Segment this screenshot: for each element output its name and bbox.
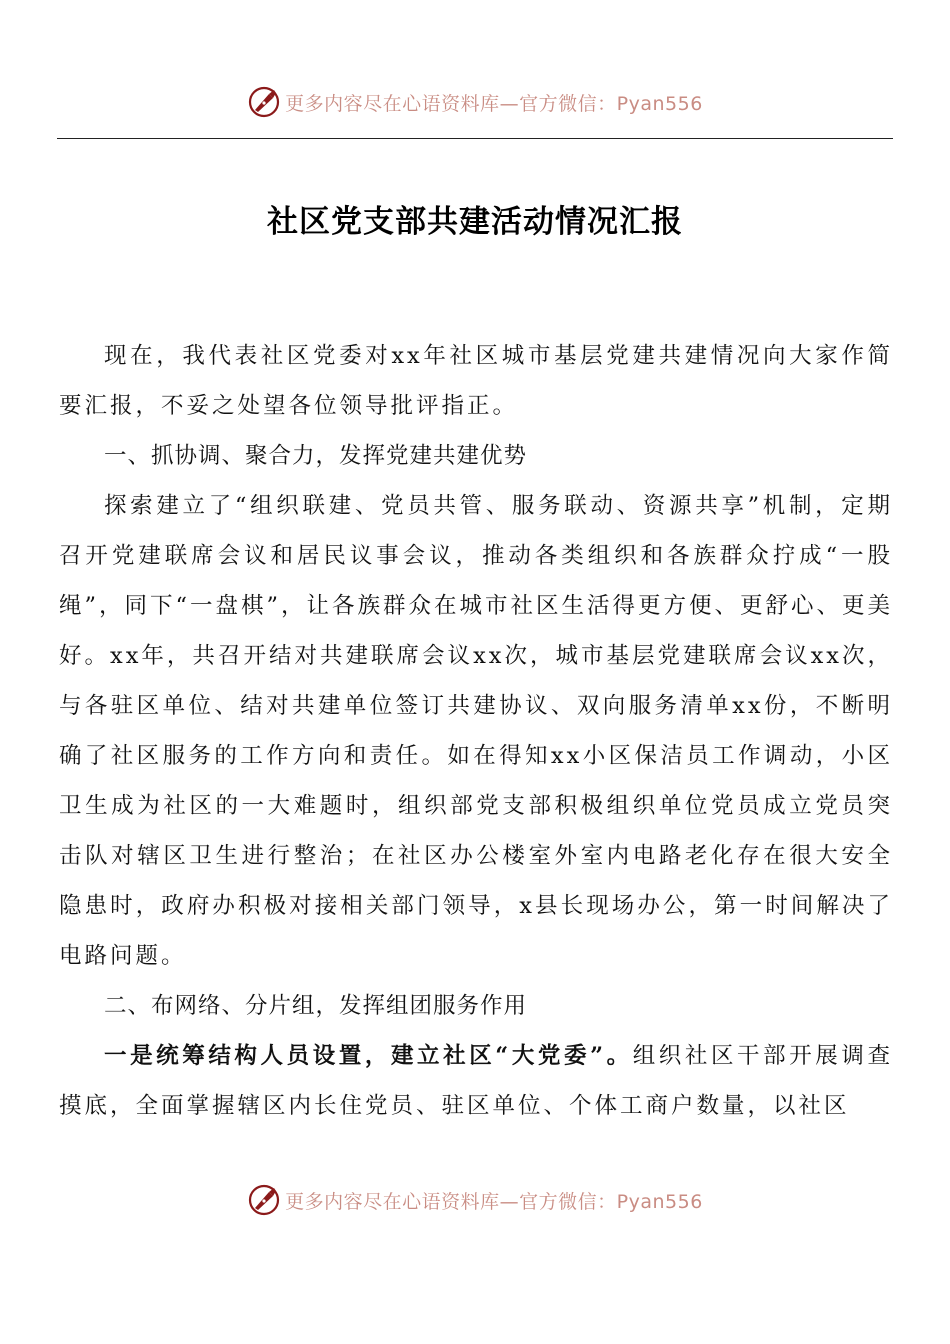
section-heading-1: 一、抓协调、聚合力，发挥党建共建优势 — [104, 443, 528, 469]
header-rule — [57, 138, 893, 139]
watermark-banner-bottom — [0, 1180, 950, 1220]
pen-nib-circle-logo — [247, 85, 281, 119]
paragraph-section-1: 探索建立了“组织联建、党员共管、服务联动、资源共享”机制，定期召开党建联席会议和居民议事会议，推动各类组织和各族群众拧成“一股绳”，同下“一盘棋”，让各族群众在城市社区生活得更方便、更舒心、更美好。xx年，共召开结对共建联席会议xx次，城市基层党建联席会议xx次，与各驻区单位、结对共建单位签订共建协议、双向服务清单xx份，不断明确了社区服务的工作方向和责任。如在得知xx小区保洁员工作调动，小区卫生成为社区的一大难题时，组织部党支部积极组织单位党员成立党员突击队对辖区卫生进行整治；在社区办公楼室外室内电路老化存在很大安全隐患时，政府办积极对接相关部门领导，x县长现场办公，第一时间解决了电路问题。 — [59, 493, 894, 969]
paragraph-lead-rest: 组织社区干部开展调查摸底，全面掌握辖区内长住党员、驻区单位、个体工商户数量，以社区 — [59, 1043, 893, 1119]
watermark-text: 更多内容尽在心语资料库—官方微信：Pyan556 — [285, 92, 703, 115]
document-body — [59, 331, 893, 1131]
watermark-text: 更多内容尽在心语资料库—官方微信：Pyan556 — [285, 1190, 703, 1213]
paragraph-intro: 现在，我代表社区党委对xx年社区城市基层党建共建情况向大家作简要汇报，不妥之处望各位领导批评指正。 — [59, 343, 893, 419]
pen-nib-circle-logo — [247, 1183, 281, 1217]
watermark-banner-top — [0, 82, 950, 122]
document-title: 社区党支部共建活动情况汇报 — [267, 204, 683, 240]
section-heading-2: 二、布网络、分片组，发挥组团服务作用 — [104, 993, 528, 1019]
paragraph-section-2 — [59, 1031, 893, 1131]
paragraph-lead-bold: 一是统筹结构人员设置，建立社区“大党委”。 — [104, 1043, 633, 1069]
